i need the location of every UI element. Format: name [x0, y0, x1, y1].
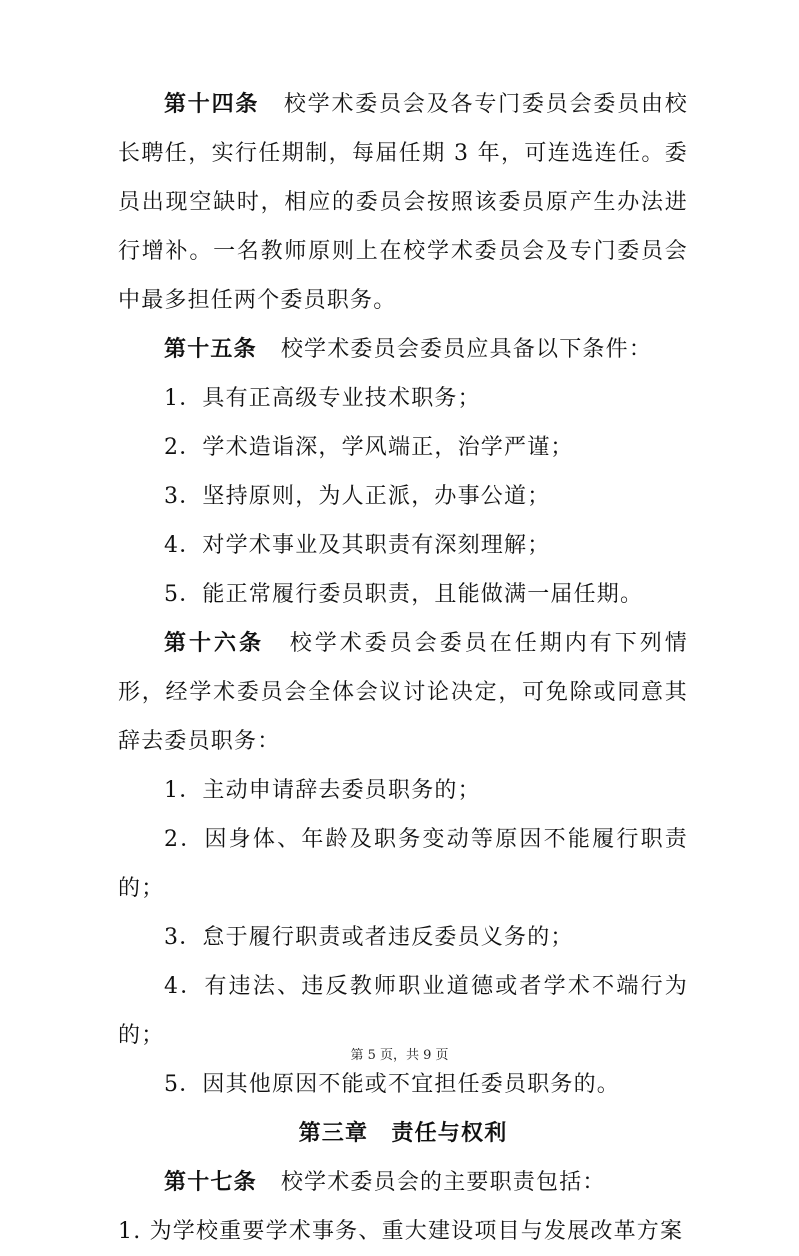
document-body	[118, 80, 688, 1256]
article-15-text: 校学术委员会委员应具备以下条件：	[280, 337, 653, 362]
article-15-item: 2．学术造诣深，学风端正，治学严谨；	[164, 435, 574, 460]
article-16-item: 5．因其他原因不能或不宜担任委员职务的。	[164, 1072, 620, 1097]
article-15-item: 1．具有正高级专业技术职务；	[164, 386, 481, 411]
article-16	[118, 619, 688, 766]
article-15-item: 5．能正常履行委员职责，且能做满一届任期。	[164, 582, 644, 607]
article-17-label: 第十七条	[164, 1169, 257, 1195]
article-16-item: 3．怠于履行职责或者违反委员义务的；	[164, 925, 574, 950]
article-17	[118, 1158, 688, 1207]
article-15	[118, 325, 688, 374]
article-16-item: 4．有违法、违反教师职业道德或者学术不端行为的；	[118, 974, 688, 1048]
page-footer: 第 5 页，共 9 页	[350, 1048, 449, 1063]
article-14-label: 第十四条	[164, 91, 260, 117]
article-14-text: 校学术委员会及各专门委员会委员由校长聘任，实行任期制，每届任期 3 年，可连选连任。委员出现空缺时，相应的委员会按照该委员原产生办法进行增补。一名教师原则上在校学术委员会及专门委员会中最多担任两个委员职务。	[118, 92, 688, 313]
article-16-text: 校学术委员会委员在任期内有下列情形，经学术委员会全体会议讨论决定，可免除或同意其辞去委员职务：	[118, 631, 688, 754]
article-17-item: 1. 为学校重要学术事务、重大建设项目与发展改革方案	[118, 1219, 684, 1244]
article-15-item: 3．坚持原则，为人正派，办事公道；	[164, 484, 551, 509]
article-16-item: 1．主动申请辞去委员职务的；	[164, 778, 481, 803]
article-14	[118, 80, 688, 325]
article-15-item: 4．对学术事业及其职责有深刻理解；	[164, 533, 551, 558]
article-16-item: 2．因身体、年龄及职务变动等原因不能履行职责的；	[118, 827, 688, 901]
chapter-heading: 第三章 责任与权利	[298, 1120, 508, 1146]
article-15-label: 第十五条	[164, 336, 257, 362]
article-16-label: 第十六条	[164, 630, 264, 656]
article-17-text: 校学术委员会的主要职责包括：	[280, 1170, 606, 1195]
